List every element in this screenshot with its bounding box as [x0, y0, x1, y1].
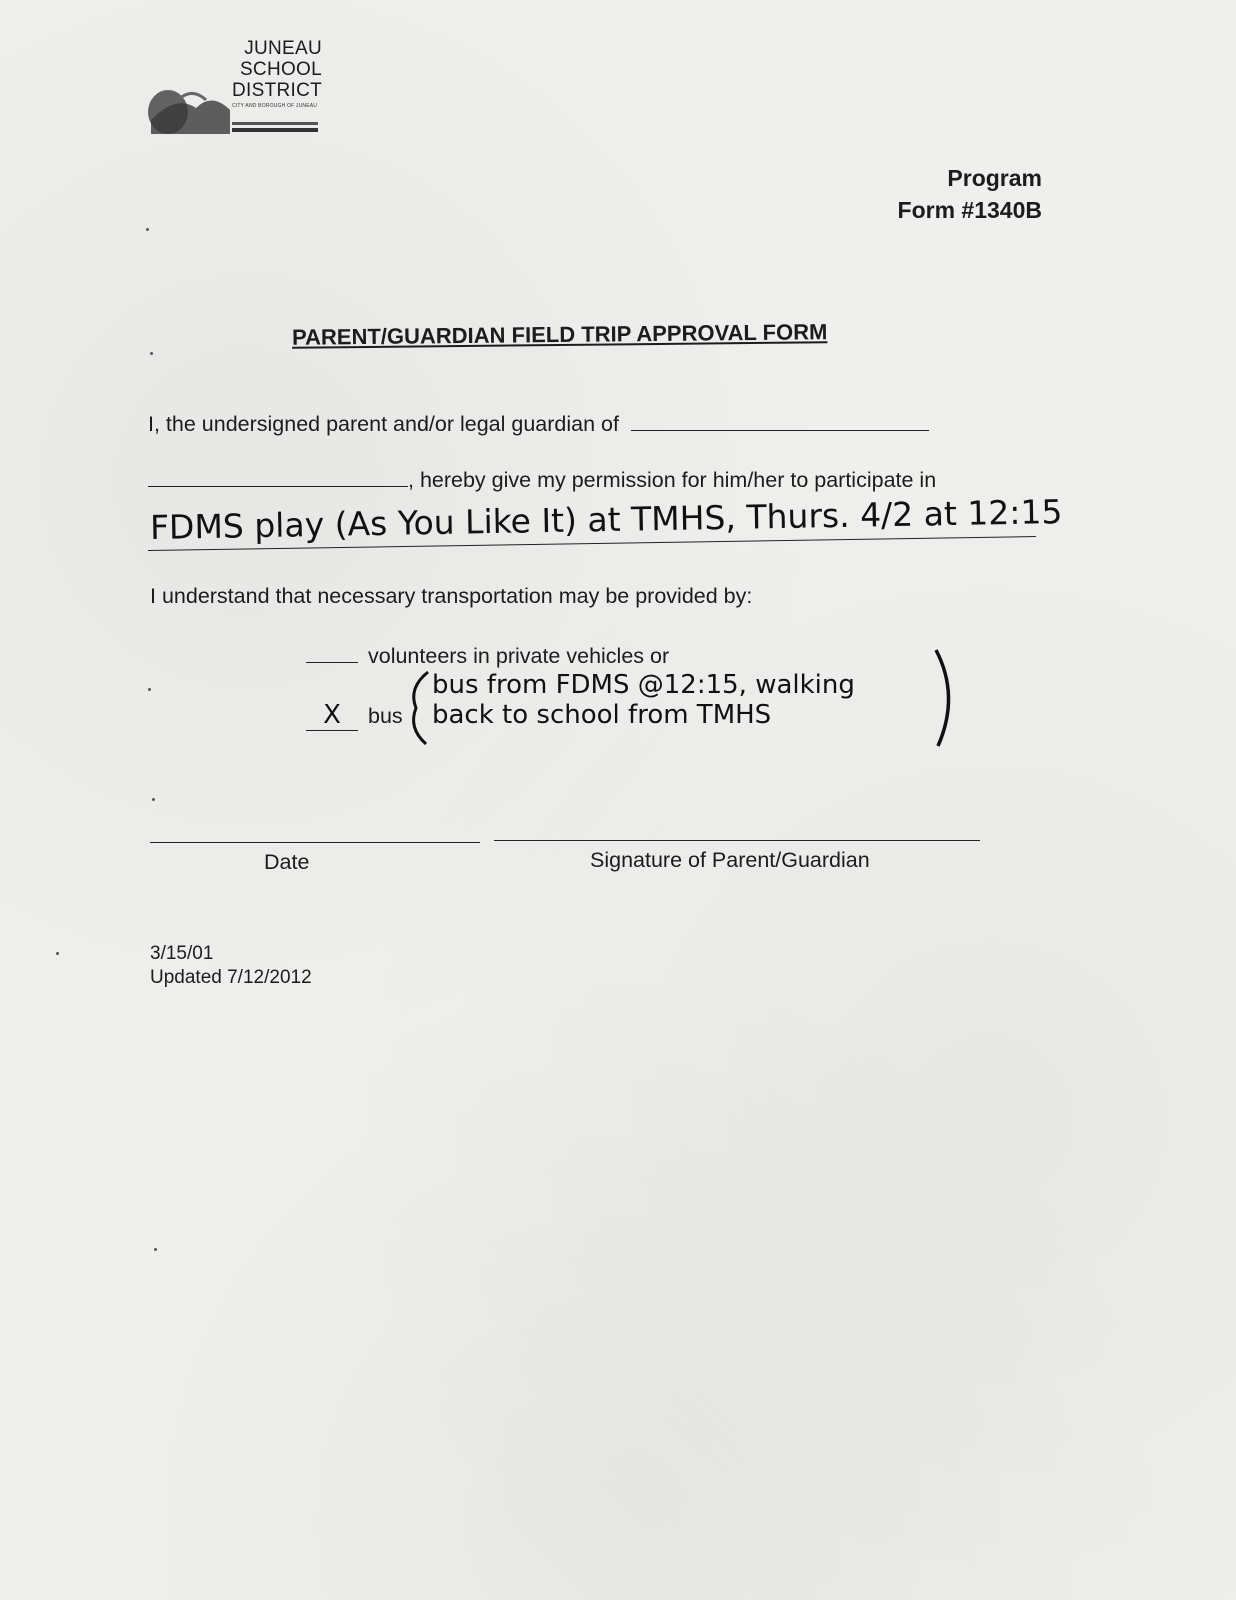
scan-speck	[146, 228, 149, 231]
scan-speck	[150, 352, 153, 355]
logo-line-3: DISTRICT	[232, 80, 323, 101]
guardian-statement-line	[148, 412, 929, 437]
volunteers-checkbox[interactable]	[306, 662, 358, 663]
updated-date: Updated 7/12/2012	[150, 967, 312, 988]
signature-label: Signature of Parent/Guardian	[590, 848, 870, 872]
left-brace-icon	[404, 668, 434, 748]
logo-subtext: CITY AND BOROUGH OF JUNEAU	[232, 103, 318, 109]
bus-checkbox[interactable]: X	[306, 700, 358, 731]
volunteers-label: volunteers in private vehicles or	[367, 644, 670, 668]
district-logo-icon	[146, 82, 326, 142]
guardian-statement-text: I, the undersigned parent and/or legal guardian of	[148, 412, 619, 436]
program-label: Program	[947, 165, 1042, 191]
scan-speck	[56, 952, 59, 955]
logo-line-1: JUNEAU	[244, 38, 322, 59]
program-block	[860, 162, 1042, 226]
bus-note[interactable]	[432, 670, 855, 730]
bus-note-line-2: back to school from TMHS	[432, 700, 772, 730]
signature-line[interactable]	[494, 840, 980, 841]
option-volunteers	[306, 644, 669, 669]
scan-speck	[148, 688, 151, 691]
child-name-field-continued[interactable]	[148, 486, 408, 487]
scan-speck	[154, 1248, 157, 1251]
permission-line	[148, 468, 936, 493]
form-number: Form #1340B	[897, 197, 1042, 223]
child-name-field[interactable]	[631, 430, 929, 431]
scan-speck	[152, 798, 155, 801]
activity-handwritten[interactable]: FDMS play (As You Like It) at TMHS, Thurs. 4/2 at 12:15	[149, 492, 1063, 547]
bus-label: bus	[367, 704, 403, 728]
option-bus	[306, 700, 403, 731]
right-paren-icon	[930, 646, 964, 750]
bus-note-line-1: bus from FDMS @12:15, walking	[432, 670, 855, 700]
transport-intro: I understand that necessary transportation may be provided by:	[150, 584, 753, 608]
logo-line-2: SCHOOL	[239, 59, 322, 80]
created-date: 3/15/01	[150, 943, 214, 964]
footer-dates	[150, 942, 312, 990]
permission-text: , hereby give my permission for him/her to participate in	[408, 468, 937, 492]
date-line[interactable]	[150, 842, 480, 843]
form-title: PARENT/GUARDIAN FIELD TRIP APPROVAL FORM	[291, 319, 828, 350]
date-label: Date	[264, 850, 310, 874]
